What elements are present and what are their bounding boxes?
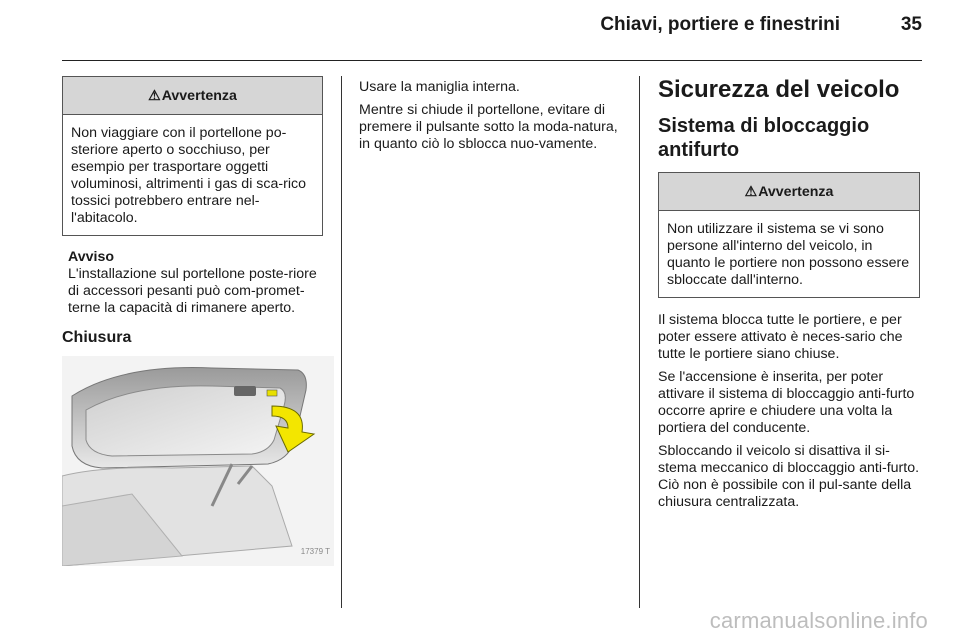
warning-title: Avvertenza: [161, 88, 237, 104]
paragraph-unlocking: Sbloccando il veicolo si disattiva il si-stema meccanico di bloccaggio anti-furto. Ciò non è possibile con il pul-sante della chiusura centralizzata.: [658, 443, 920, 510]
warning-box-antitheft: [658, 172, 920, 298]
column-divider-1: [341, 76, 342, 608]
warning-header-antitheft: [659, 173, 919, 211]
column-3: [658, 76, 920, 517]
subsection-title-antitheft: Sistema di bloccaggio antifurto: [658, 115, 870, 161]
paragraph-closing-tailgate: Mentre si chiude il portellone, evitare di premere il pulsante sotto la moda-natura, in quanto ciò lo sblocca nuo-vamente.: [359, 102, 618, 152]
warning-title-antitheft: Avvertenza: [758, 184, 834, 200]
section-title-vehicle-security: Sicurezza del veicolo: [658, 76, 900, 103]
note-block: [62, 249, 323, 317]
antitheft-text: [658, 312, 920, 511]
warning-box: [62, 76, 323, 236]
note-label: Avviso: [68, 249, 114, 265]
warning-header: [63, 77, 322, 115]
warning-triangle-icon: ⚠: [744, 183, 758, 199]
column-2: [359, 79, 625, 159]
header-rule: [62, 60, 922, 61]
section-title-chiusura: Chiusura: [62, 329, 132, 346]
column-1: [62, 76, 330, 566]
warning-text-antitheft: Non utilizzare il sistema se vi sono persone all'interno del veicolo, in quanto le portiere non possono essere sbloccate dall'interno.: [667, 221, 910, 288]
header-title: Chiavi, portiere e finestrini: [600, 14, 840, 35]
warning-triangle-icon: ⚠: [148, 87, 161, 103]
tailgate-illustration: [62, 356, 334, 566]
paragraph-locks-doors: Il sistema blocca tutte le portiere, e per poter essere attivato è neces-sario che tutte le portiere siano chiuse.: [658, 312, 903, 362]
paragraph-ignition: Se l'accensione è inserita, per poter attivare il sistema di bloccaggio anti-furto occorre aprire e chiudere una volta la portiera del conducente.: [658, 369, 915, 436]
tailgate-image: [62, 356, 334, 566]
figure-code: 17379 T: [300, 547, 330, 556]
page-number: 35: [900, 14, 922, 35]
column-divider-2: [639, 76, 640, 608]
warning-text: Non viaggiare con il portellone po-steriore aperto o socchiuso, per esempio per trasportare oggetti voluminosi, altrimenti i gas di sca-rico tossici potrebbero entrare nel-l'abitacolo.: [71, 125, 306, 226]
note-text: L'installazione sul portellone poste-riore di accessori pesanti può com-prometterne la capacità di rimanere aperto.: [68, 266, 317, 316]
watermark: carmanualsonline.info: [709, 608, 928, 633]
paragraph-use-handle: Usare la maniglia interna.: [359, 79, 520, 95]
